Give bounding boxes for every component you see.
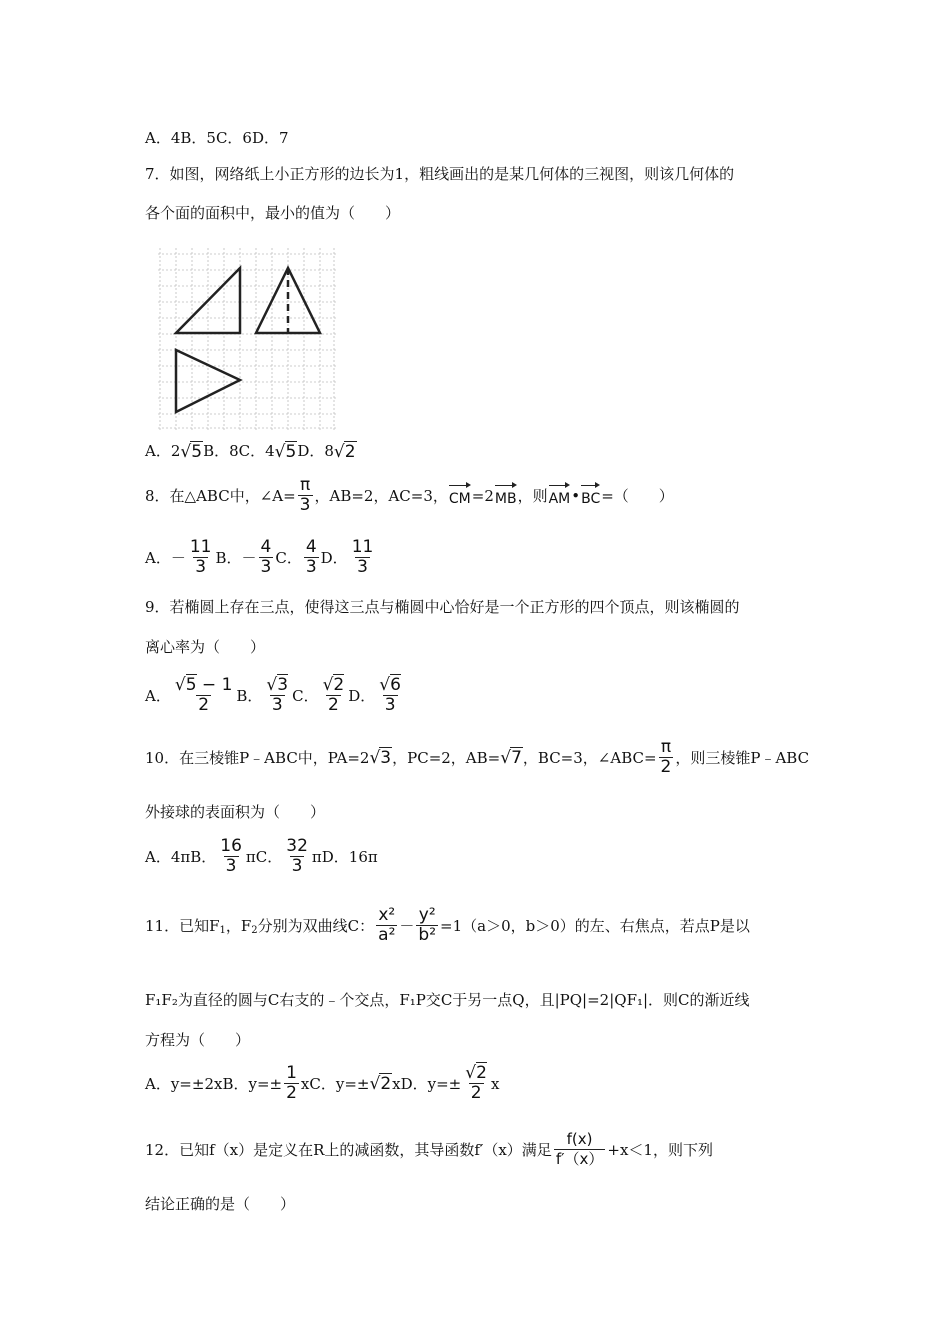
fraction: $\frac{32}{3}$ [286, 836, 308, 876]
fraction: $\frac{11}{3}$ [189, 537, 212, 577]
fraction: $\frac{4}{3}$ [260, 537, 272, 577]
vector-cm: CM [449, 483, 471, 509]
q9-options: A． $\frac{√5 - 1}{2}$ B． $\frac{√3}{3}$ C． $\frac{√2}{2}$ D． $\frac{√6}{3}$ [145, 675, 401, 715]
q10-stem-line2: 外接球的表面积为（ ） [145, 803, 326, 821]
q11-options: A．y=±2xB．y=± $\frac{1}{2}$ xC．y=±√2xD．y=± $\frac{√2}{2}$ x [145, 1063, 500, 1103]
fraction: $\frac{16}{3}$ [220, 836, 242, 876]
sqrt-5: √5 [180, 441, 203, 462]
q8-stem: 8．在△ABC中，∠A= $\frac{\pi}{3}$ ，AB=2，AC=3，CM=2MB，则AM•BC=（ ） [145, 475, 674, 515]
sqrt-7: √7 [500, 748, 522, 768]
q10-stem: 10．在三棱锥P﹣ABC中，PA=2√3，PC=2，AB=√7，BC=3，∠ABC= $\frac{\pi}{2}$ ，则三棱锥P﹣ABC [145, 737, 810, 777]
fraction-f-over-fprime: $\frac{f(x)}{f'(x)}$ [555, 1130, 604, 1168]
sqrt-2: √2 [333, 441, 356, 462]
fraction: $\frac{√3}{3}$ [266, 675, 289, 715]
q7-options: A．2√5B．8C．4√5D．8√2 [145, 441, 356, 462]
vector-bc: BC [581, 483, 600, 509]
sqrt-5: √5 [274, 441, 297, 462]
q6-options: A．4B．5C．6D．7 [145, 129, 289, 147]
sqrt-3: √3 [369, 748, 392, 768]
sqrt-2: √2 [369, 1074, 392, 1094]
q7-stem-line2: 各个面的面积中，最小的值为（ ） [145, 204, 401, 222]
three-view-figure [158, 248, 338, 430]
fraction-y2-b2: $\frac{\text{y²}}{\text{b²}}$ [418, 905, 437, 945]
vector-am: AM [549, 483, 571, 509]
q7-stem-line1: 7．如图，网络纸上小正方形的边长为1，粗线画出的是某几何体的三视图，则该几何体的 [145, 165, 735, 183]
fraction: $\frac{√6}{3}$ [379, 675, 401, 715]
fraction: $\frac{√5 - 1}{2}$ [174, 675, 233, 715]
q12-stem: 12．已知f（x）是定义在R上的减函数，其导函数f′（x）满足 $\frac{f(x)}{f'(x)}$ +x＜1，则下列 [145, 1130, 713, 1168]
q11-stem-line2: F₁F₂为直径的圆与C右支的﹣个交点，F₁P交C于另一点Q，且|PQ|=2|QF₁|．则C的渐近线 [145, 991, 750, 1009]
fraction: $\frac{1}{2}$ [286, 1063, 297, 1103]
fraction-pi-2: $\frac{\pi}{2}$ [660, 737, 672, 777]
q8-options: A．－ $\frac{11}{3}$ B．－ $\frac{4}{3}$ C． $\frac{4}{3}$ D． $\frac{11}{3}$ [145, 537, 374, 577]
q11-stem: 11．已知F1，F2分别为双曲线C： $\frac{\text{x²}}{\text{a²}}$ － $\frac{\text{y²}}{\text{b²}}$ =1（a＞0，b＞0）的左、右焦点，若点P是以 [145, 905, 750, 945]
q9-stem-line2: 离心率为（ ） [145, 638, 266, 656]
fraction: $\frac{4}{3}$ [305, 537, 317, 577]
fraction: $\frac{√2}{2}$ [322, 675, 345, 715]
q10-options: A．4πB． $\frac{16}{3}$ πC． $\frac{32}{3}$ πD．16π [145, 836, 378, 876]
vector-mb: MB [495, 483, 517, 509]
fraction-x2-a2: $\frac{\text{x²}}{\text{a²}}$ [378, 905, 396, 945]
q9-stem-line1: 9．若椭圆上存在三点，使得这三点与椭圆中心恰好是一个正方形的四个顶点，则该椭圆的 [145, 598, 740, 616]
fraction: $\frac{√2}{2}$ [465, 1063, 487, 1103]
q12-stem-line2: 结论正确的是（ ） [145, 1195, 296, 1213]
fraction: $\frac{11}{3}$ [351, 537, 374, 577]
q11-stem-line3: 方程为（ ） [145, 1031, 251, 1049]
fraction-pi-3: $\frac{\pi}{3}$ [299, 475, 311, 515]
